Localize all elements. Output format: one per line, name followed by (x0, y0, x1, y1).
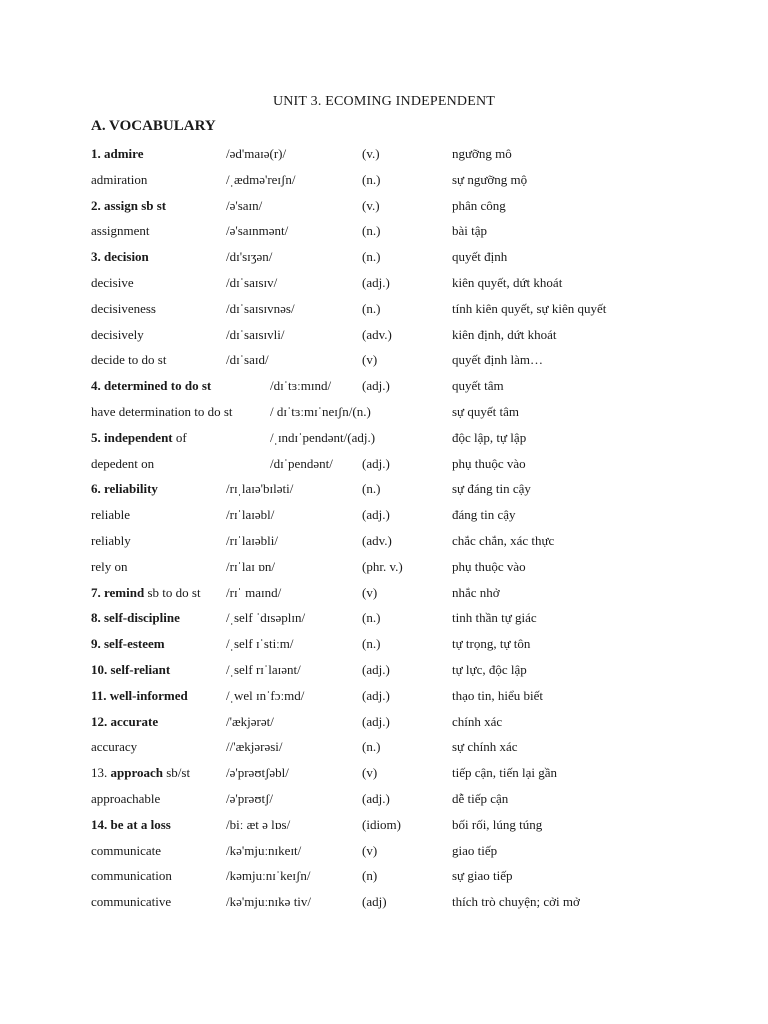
vocab-term (91, 347, 166, 373)
vocab-meaning: quyết định làm… (452, 352, 543, 368)
vocab-row (0, 838, 768, 864)
vocab-row (0, 812, 768, 838)
vocab-term (91, 502, 130, 528)
vocab-term (91, 451, 154, 477)
vocab-row (0, 399, 768, 425)
vocab-term (91, 373, 211, 399)
vocab-pos: (idiom) (362, 816, 401, 832)
vocab-term-text: assignment (91, 223, 150, 239)
vocab-term-text: admiration (91, 171, 148, 187)
vocab-pos: (adj.) (362, 378, 390, 394)
vocab-ipa-pos (270, 425, 375, 451)
vocab-meaning: giao tiếp (452, 842, 498, 858)
vocab-term-bold: 6. reliability (91, 481, 158, 497)
vocab-term (91, 167, 147, 193)
vocab-term (91, 322, 144, 348)
vocab-term (91, 812, 171, 838)
vocab-pos: (v.) (362, 197, 380, 213)
vocab-term (91, 605, 180, 631)
vocab-row (0, 347, 768, 373)
vocab-pos: (phr. v.) (362, 558, 403, 574)
vocab-ipa: /dɪˈsaɪsɪvnəs/ (226, 300, 295, 316)
vocab-ipa: /rɪˈlaɪəbl/ (226, 507, 275, 523)
vocab-term-text: decisively (91, 326, 144, 342)
vocab-pos: (adj.) (362, 507, 390, 523)
vocab-meaning: quyết định (452, 249, 508, 265)
vocab-meaning: chắc chắn, xác thực (452, 532, 555, 548)
vocab-row (0, 193, 768, 219)
vocab-row (0, 476, 768, 502)
vocab-term-text: depedent on (91, 455, 155, 471)
vocab-meaning: sự quyết tâm (452, 403, 519, 419)
vocab-meaning: kiên quyết, dứt khoát (452, 274, 563, 290)
vocab-ipa: /dɪ'sɪʒən/ (226, 249, 273, 265)
vocab-term-bold: 11. well-informed (91, 687, 188, 703)
vocab-pos: (n) (362, 868, 378, 884)
vocab-pos: (n.) (362, 300, 381, 316)
vocab-pos: (v.) (362, 146, 380, 161)
vocab-ipa: /rɪˈ maɪnd/ (226, 584, 282, 600)
vocab-term (91, 244, 149, 270)
vocab-pos: (n.) (362, 610, 381, 626)
vocab-term-text: decide to do st (91, 352, 167, 368)
vocab-term (91, 734, 137, 760)
vocab-term (91, 141, 143, 167)
vocab-ipa: /dɪˈsaɪd/ (226, 352, 269, 368)
section-heading: A. VOCABULARY (91, 118, 216, 134)
vocab-row (0, 734, 768, 760)
vocab-ipa: /biː æt ə lɒs/ (226, 816, 291, 832)
vocab-pos: (adv.) (362, 532, 392, 548)
vocab-row (0, 554, 768, 580)
vocab-ipa: /ˌwel ɪnˈfɔːmd/ (226, 687, 305, 703)
vocab-meaning: dễ tiếp cận (452, 790, 509, 806)
vocab-term-bold: 9. self-esteem (91, 636, 165, 652)
vocab-row (0, 683, 768, 709)
vocab-row (0, 760, 768, 786)
vocab-meaning: phụ thuộc vào (452, 558, 526, 574)
page-title: UNIT 3. ECOMING INDEPENDENT (272, 94, 496, 109)
vocab-ipa: /kə'mjuːnɪkə tiv/ (226, 894, 312, 910)
vocab-row (0, 709, 768, 735)
vocab-meaning: tính kiên quyết, sự kiên quyết (452, 300, 607, 316)
vocab-row (0, 657, 768, 683)
vocab-ipa: /dɪˈsaɪsɪvli/ (226, 326, 285, 342)
vocab-term (91, 399, 233, 425)
vocab-row (0, 863, 768, 889)
vocab-term-text: 13. (91, 765, 111, 781)
vocab-meaning: sự giao tiếp (452, 868, 513, 884)
vocab-ipa: /rɪˌlaɪə'bɪləti/ (226, 481, 294, 497)
vocab-row (0, 528, 768, 554)
vocab-ipa: / dɪˈtɜːmɪˈneɪʃn/ (270, 403, 353, 419)
vocab-term (91, 554, 127, 580)
vocab-term (91, 218, 150, 244)
vocab-term (91, 476, 158, 502)
vocab-pos: (adj.) (362, 455, 390, 471)
vocab-ipa: /ə'saɪn/ (226, 197, 263, 213)
vocab-row (0, 218, 768, 244)
vocab-pos: (n.) (352, 403, 371, 419)
vocab-term-bold: approach (110, 765, 163, 781)
vocab-ipa: /'ækjərət/ (226, 713, 274, 729)
vocab-row (0, 322, 768, 348)
vocab-meaning: chính xác (452, 713, 503, 729)
vocab-term-text: have determination to do st (91, 403, 233, 419)
vocab-meaning: kiên định, dứt khoát (452, 326, 557, 342)
vocab-meaning: thích trò chuyện; cởi mở (452, 894, 580, 910)
vocab-pos: (adj.) (362, 661, 390, 677)
vocab-term (91, 193, 166, 219)
vocabulary-table (0, 141, 768, 915)
vocab-ipa: /ə'prəʊtʃ/ (226, 790, 274, 806)
vocab-term (91, 528, 131, 554)
vocab-meaning: nhắc nhở (452, 584, 500, 600)
vocab-ipa: /ˌself ɪˈstiːm/ (226, 636, 294, 652)
vocab-term (91, 760, 190, 786)
vocab-term-text: reliably (91, 532, 131, 548)
vocab-pos: (adv.) (362, 326, 392, 342)
vocab-term-bold: 14. be at a loss (91, 816, 171, 832)
vocab-row (0, 167, 768, 193)
vocab-ipa: /əd'maɪə(r)/ (226, 146, 287, 161)
vocab-pos: (n.) (362, 636, 381, 652)
vocab-term-bold: 10. self-reliant (91, 661, 171, 677)
vocab-meaning: tiếp cận, tiến lại gần (452, 765, 558, 781)
vocab-ipa: /dɪˈtɜːmɪnd/ (270, 378, 332, 394)
vocab-term-bold: 12. accurate (91, 713, 159, 729)
vocab-term-bold: 2. assign sb st (91, 197, 167, 213)
vocab-ipa: /ˌself rɪˈlaɪənt/ (226, 661, 301, 677)
vocab-ipa: /ˌædmə'reɪʃn/ (226, 171, 296, 187)
vocab-pos: (adj.) (362, 713, 390, 729)
vocab-meaning: sự chính xác (452, 739, 518, 755)
vocab-term-bold: 4. determined to do st (91, 378, 212, 394)
vocab-meaning: sự đáng tin cậy (452, 481, 531, 497)
vocab-term-text: communication (91, 868, 172, 884)
vocab-meaning: tự lực, độc lập (452, 661, 527, 677)
vocab-pos: (n.) (362, 171, 381, 187)
vocab-row (0, 296, 768, 322)
vocab-ipa: /kə'mjuːnɪkeɪt/ (226, 842, 302, 858)
vocab-meaning: độc lập, tự lập (452, 429, 527, 445)
vocab-term (91, 889, 171, 915)
vocab-ipa: //'ækjərəsi/ (226, 739, 283, 755)
vocab-meaning: phân công (452, 197, 506, 213)
vocab-term-text: sb/st (163, 765, 191, 781)
vocab-row (0, 631, 768, 657)
vocab-term-text: decisive (91, 274, 134, 290)
vocab-meaning: sự ngưỡng mộ (452, 171, 528, 187)
vocab-pos: (v) (362, 765, 378, 781)
vocab-row (0, 605, 768, 631)
vocab-meaning: bài tập (452, 223, 488, 239)
vocab-ipa: /dɪˈsaɪsɪv/ (226, 274, 278, 290)
vocab-term-text: decisiveness (91, 300, 156, 316)
vocab-meaning: ngưỡng mô (452, 146, 512, 161)
vocab-ipa: /dɪˈpendənt/ (270, 455, 333, 471)
vocab-term-text: communicate (91, 842, 162, 858)
vocab-term-text: reliable (91, 507, 130, 523)
vocab-term (91, 838, 161, 864)
vocab-row (0, 786, 768, 812)
vocab-meaning: đáng tin cậy (452, 507, 516, 523)
vocab-term-bold: 8. self-discipline (91, 610, 180, 626)
vocab-pos: (v) (362, 352, 378, 368)
vocab-term-bold: 3. decision (91, 249, 149, 265)
vocab-ipa: /ə'prəʊtʃəbl/ (226, 765, 289, 781)
vocab-meaning: phụ thuộc vào (452, 455, 526, 471)
vocab-term-text: sb to do st (144, 584, 201, 600)
vocab-ipa: /ˌɪndɪˈpendənt/ (270, 429, 348, 445)
vocab-row (0, 889, 768, 915)
vocab-row (0, 502, 768, 528)
vocab-meaning: tinh thần tự giác (452, 610, 537, 626)
vocab-term-text: rely on (91, 558, 128, 574)
vocab-term-text: communicative (91, 894, 172, 910)
vocab-pos: (adj.) (347, 429, 376, 445)
vocab-term-text: of (172, 429, 187, 445)
vocab-row (0, 270, 768, 296)
vocab-pos: (v) (362, 842, 378, 858)
vocab-term (91, 296, 156, 322)
vocab-row (0, 244, 768, 270)
vocab-row (0, 141, 768, 167)
vocab-term-bold: 7. remind (91, 584, 145, 600)
vocab-pos: (adj) (362, 894, 387, 910)
vocab-ipa: /rɪˈlaɪ ɒn/ (226, 558, 276, 574)
vocab-row (0, 425, 768, 451)
vocab-ipa: /kəmjuːnɪˈkeɪʃn/ (226, 868, 311, 884)
vocab-row (0, 373, 768, 399)
vocab-term (91, 425, 187, 451)
vocab-row (0, 580, 768, 606)
vocab-meaning: thạo tin, hiểu biết (452, 687, 543, 703)
vocab-pos: (n.) (362, 223, 381, 239)
vocab-pos: (adj.) (362, 687, 390, 703)
vocab-ipa: /ˌself ˈdɪsəplɪn/ (226, 610, 306, 626)
vocab-term (91, 863, 172, 889)
vocab-pos: (n.) (362, 481, 381, 497)
vocab-term (91, 709, 158, 735)
vocab-pos: (adj.) (362, 274, 390, 290)
vocab-term (91, 657, 170, 683)
vocab-pos: (adj.) (362, 790, 390, 806)
vocab-pos: (n.) (362, 249, 381, 265)
vocab-term (91, 631, 165, 657)
vocab-term (91, 683, 188, 709)
vocab-meaning: bối rối, lúng túng (452, 816, 543, 832)
vocab-pos: (v) (362, 584, 378, 600)
vocab-term-text: accuracy (91, 739, 138, 755)
vocab-ipa: /rɪˈlaɪəbli/ (226, 532, 278, 548)
vocab-term-text: approachable (91, 790, 161, 806)
vocab-meaning: tự trọng, tự tôn (452, 636, 531, 652)
vocab-term (91, 580, 201, 606)
vocab-meaning: quyết tâm (452, 378, 504, 394)
vocab-ipa: /ə'saɪnmənt/ (226, 223, 289, 239)
vocab-term-bold: 1. admire (91, 146, 144, 161)
vocab-term-bold: 5. independent (91, 429, 173, 445)
vocab-row (0, 451, 768, 477)
vocab-term (91, 786, 160, 812)
vocab-ipa-pos (270, 399, 371, 425)
vocab-pos: (n.) (362, 739, 381, 755)
vocab-term (91, 270, 134, 296)
